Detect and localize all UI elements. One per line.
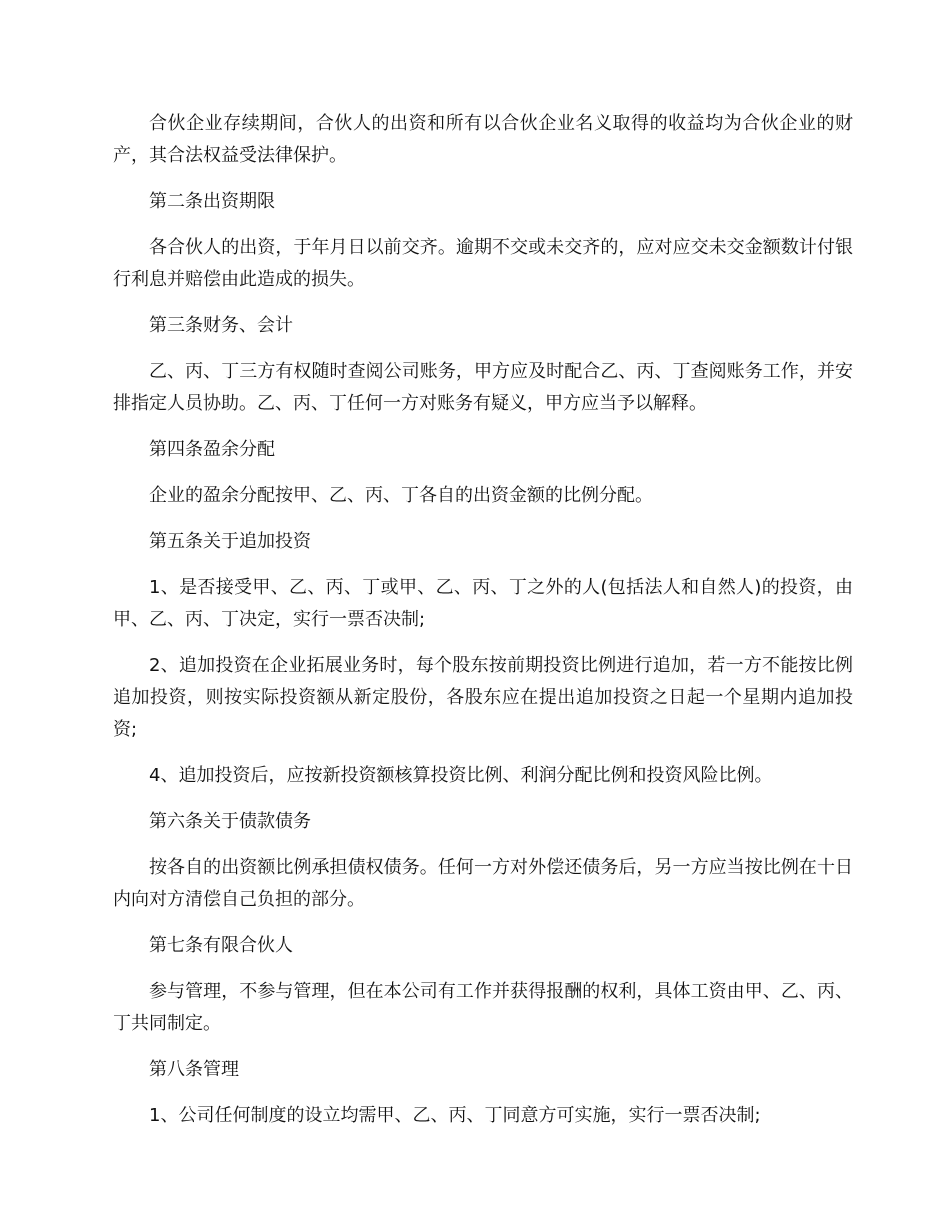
paragraph-investment-item-4: 4、追加投资后，应按新投资额核算投资比例、利润分配比例和投资风险比例。: [149, 765, 773, 786]
article-7-heading: 第七条有限合伙人: [149, 935, 293, 956]
paragraph-finance-accounting: 乙、丙、丁三方有权随时查阅公司账务，甲方应及时配合乙、丙、丁查阅账务工作，并安排指定人员协助。乙、丙、丁任何一方对账务有疑义，甲方应当予以解释。: [113, 361, 853, 414]
paragraph-investment-item-1: 1、是否接受甲、乙、丙、丁或甲、乙、丙、丁之外的人(包括法人和自然人)的投资，由甲、乙、丙、丁决定，实行一票否决制;: [113, 577, 853, 630]
paragraph-management-item-1: 1、公司任何制度的设立均需甲、乙、丙、丁同意方可实施，实行一票否决制;: [149, 1105, 761, 1126]
paragraph-limited-partner: 参与管理，不参与管理，但在本公司有工作并获得报酬的权利，具体工资由甲、乙、丙、丁共同制定。: [113, 981, 853, 1034]
paragraph-profit-distribution: 企业的盈余分配按甲、乙、丙、丁各自的出资金额的比例分配。: [149, 485, 653, 506]
article-2-heading: 第二条出资期限: [149, 191, 275, 212]
paragraph-debts: 按各自的出资额比例承担债权债务。任何一方对外偿还债务后，另一方应当按比例在十日内向对方清偿自己负担的部分。: [113, 857, 853, 910]
article-3-heading: 第三条财务、会计: [149, 315, 293, 336]
article-5-heading: 第五条关于追加投资: [149, 531, 311, 552]
document-body: [113, 108, 853, 1146]
paragraph-contribution-deadline: 各合伙人的出资，于年月日以前交齐。逾期不交或未交齐的，应对应交未交金额数计付银行利息并赔偿由此造成的损失。: [113, 237, 853, 290]
paragraph-investment-item-2: 2、追加投资在企业拓展业务时，每个股东按前期投资比例进行追加，若一方不能按比例追加投资，则按实际投资额从新定股份，各股东应在提出追加投资之日起一个星期内追加投资;: [113, 655, 853, 740]
paragraph-partnership-property: 合伙企业存续期间，合伙人的出资和所有以合伙企业名义取得的收益均为合伙企业的财产，其合法权益受法律保护。: [113, 113, 853, 166]
article-8-heading: 第八条管理: [149, 1059, 239, 1080]
article-6-heading: 第六条关于债款债务: [149, 811, 311, 832]
article-4-heading: 第四条盈余分配: [149, 439, 275, 460]
